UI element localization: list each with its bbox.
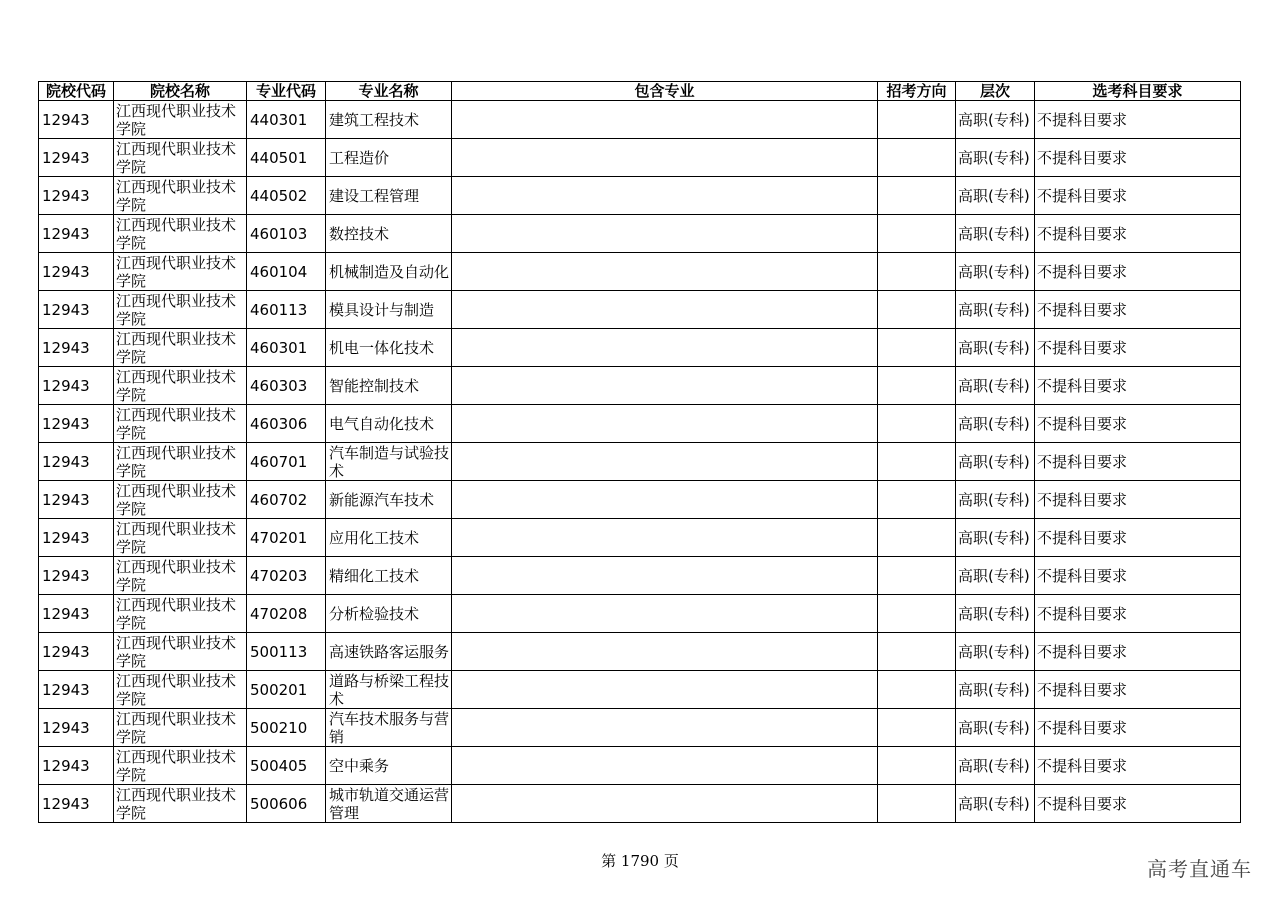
- table-row: [39, 367, 1241, 405]
- header-subject-requirement: 选考科目要求: [1035, 82, 1241, 101]
- cell-direction: [878, 367, 956, 405]
- cell-major-name: 汽车制造与试验技术: [326, 443, 452, 481]
- cell-level: 高职(专科): [956, 671, 1035, 709]
- cell-school-code: 12943: [39, 671, 114, 709]
- header-school-code: 院校代码: [39, 82, 114, 101]
- table-row: [39, 785, 1241, 823]
- cell-school-name: 江西现代职业技术学院: [114, 633, 247, 671]
- cell-subject-requirement: 不提科目要求: [1035, 557, 1241, 595]
- table-row: [39, 405, 1241, 443]
- table-row: [39, 633, 1241, 671]
- cell-included-majors: [452, 709, 878, 747]
- table-row: [39, 215, 1241, 253]
- cell-included-majors: [452, 101, 878, 139]
- cell-major-code: 500405: [247, 747, 326, 785]
- cell-school-name: 江西现代职业技术学院: [114, 443, 247, 481]
- cell-included-majors: [452, 519, 878, 557]
- cell-direction: [878, 557, 956, 595]
- cell-school-name: 江西现代职业技术学院: [114, 747, 247, 785]
- cell-major-name: 机电一体化技术: [326, 329, 452, 367]
- cell-school-code: 12943: [39, 101, 114, 139]
- table-row: [39, 519, 1241, 557]
- cell-major-code: 460702: [247, 481, 326, 519]
- cell-included-majors: [452, 329, 878, 367]
- cell-major-code: 470201: [247, 519, 326, 557]
- cell-included-majors: [452, 291, 878, 329]
- header-direction: 招考方向: [878, 82, 956, 101]
- cell-school-code: 12943: [39, 595, 114, 633]
- cell-level: 高职(专科): [956, 405, 1035, 443]
- cell-school-name: 江西现代职业技术学院: [114, 481, 247, 519]
- cell-school-code: 12943: [39, 709, 114, 747]
- cell-school-code: 12943: [39, 405, 114, 443]
- cell-major-name: 数控技术: [326, 215, 452, 253]
- watermark: 高考直通车: [1147, 857, 1252, 881]
- cell-major-code: 460301: [247, 329, 326, 367]
- cell-major-name: 新能源汽车技术: [326, 481, 452, 519]
- cell-included-majors: [452, 253, 878, 291]
- header-school-name: 院校名称: [114, 82, 247, 101]
- table-body: [39, 101, 1241, 823]
- cell-school-code: 12943: [39, 367, 114, 405]
- cell-level: 高职(专科): [956, 177, 1035, 215]
- cell-major-code: 500201: [247, 671, 326, 709]
- cell-included-majors: [452, 633, 878, 671]
- cell-direction: [878, 139, 956, 177]
- table-row: [39, 443, 1241, 481]
- cell-direction: [878, 405, 956, 443]
- cell-major-code: 440301: [247, 101, 326, 139]
- cell-school-code: 12943: [39, 785, 114, 823]
- cell-included-majors: [452, 177, 878, 215]
- table-row: [39, 253, 1241, 291]
- cell-subject-requirement: 不提科目要求: [1035, 215, 1241, 253]
- table-row: [39, 291, 1241, 329]
- cell-major-code: 460701: [247, 443, 326, 481]
- cell-major-name: 建筑工程技术: [326, 101, 452, 139]
- cell-direction: [878, 101, 956, 139]
- cell-level: 高职(专科): [956, 557, 1035, 595]
- cell-major-name: 工程造价: [326, 139, 452, 177]
- cell-school-name: 江西现代职业技术学院: [114, 177, 247, 215]
- header-level: 层次: [956, 82, 1035, 101]
- cell-major-name: 分析检验技术: [326, 595, 452, 633]
- cell-school-name: 江西现代职业技术学院: [114, 101, 247, 139]
- cell-subject-requirement: 不提科目要求: [1035, 443, 1241, 481]
- cell-school-name: 江西现代职业技术学院: [114, 329, 247, 367]
- table-row: [39, 595, 1241, 633]
- cell-subject-requirement: 不提科目要求: [1035, 481, 1241, 519]
- cell-major-code: 440501: [247, 139, 326, 177]
- cell-major-name: 电气自动化技术: [326, 405, 452, 443]
- cell-school-code: 12943: [39, 139, 114, 177]
- cell-school-code: 12943: [39, 215, 114, 253]
- table-row: [39, 709, 1241, 747]
- cell-major-name: 道路与桥梁工程技术: [326, 671, 452, 709]
- cell-school-code: 12943: [39, 481, 114, 519]
- cell-subject-requirement: 不提科目要求: [1035, 709, 1241, 747]
- cell-direction: [878, 671, 956, 709]
- cell-included-majors: [452, 595, 878, 633]
- cell-included-majors: [452, 785, 878, 823]
- cell-subject-requirement: 不提科目要求: [1035, 177, 1241, 215]
- cell-subject-requirement: 不提科目要求: [1035, 139, 1241, 177]
- cell-school-code: 12943: [39, 519, 114, 557]
- header-major-name: 专业名称: [326, 82, 452, 101]
- cell-major-code: 440502: [247, 177, 326, 215]
- table-row: [39, 481, 1241, 519]
- cell-major-name: 机械制造及自动化: [326, 253, 452, 291]
- cell-subject-requirement: 不提科目要求: [1035, 671, 1241, 709]
- cell-major-name: 城市轨道交通运营管理: [326, 785, 452, 823]
- cell-subject-requirement: 不提科目要求: [1035, 367, 1241, 405]
- cell-included-majors: [452, 215, 878, 253]
- admissions-table: [38, 81, 1241, 823]
- cell-direction: [878, 443, 956, 481]
- cell-level: 高职(专科): [956, 101, 1035, 139]
- cell-school-name: 江西现代职业技术学院: [114, 709, 247, 747]
- cell-included-majors: [452, 367, 878, 405]
- cell-included-majors: [452, 139, 878, 177]
- table-row: [39, 177, 1241, 215]
- cell-level: 高职(专科): [956, 139, 1035, 177]
- cell-school-name: 江西现代职业技术学院: [114, 519, 247, 557]
- cell-direction: [878, 481, 956, 519]
- cell-level: 高职(专科): [956, 443, 1035, 481]
- cell-major-code: 460103: [247, 215, 326, 253]
- cell-school-name: 江西现代职业技术学院: [114, 557, 247, 595]
- cell-subject-requirement: 不提科目要求: [1035, 519, 1241, 557]
- table-row: [39, 101, 1241, 139]
- cell-school-name: 江西现代职业技术学院: [114, 291, 247, 329]
- cell-major-name: 建设工程管理: [326, 177, 452, 215]
- cell-subject-requirement: 不提科目要求: [1035, 101, 1241, 139]
- table-row: [39, 747, 1241, 785]
- table-row: [39, 139, 1241, 177]
- cell-school-code: 12943: [39, 557, 114, 595]
- cell-level: 高职(专科): [956, 367, 1035, 405]
- cell-included-majors: [452, 671, 878, 709]
- cell-level: 高职(专科): [956, 709, 1035, 747]
- cell-major-name: 应用化工技术: [326, 519, 452, 557]
- table-row: [39, 557, 1241, 595]
- cell-major-name: 高速铁路客运服务: [326, 633, 452, 671]
- cell-included-majors: [452, 405, 878, 443]
- cell-school-code: 12943: [39, 443, 114, 481]
- cell-subject-requirement: 不提科目要求: [1035, 633, 1241, 671]
- cell-included-majors: [452, 443, 878, 481]
- cell-school-name: 江西现代职业技术学院: [114, 405, 247, 443]
- cell-school-name: 江西现代职业技术学院: [114, 215, 247, 253]
- cell-level: 高职(专科): [956, 291, 1035, 329]
- cell-subject-requirement: 不提科目要求: [1035, 291, 1241, 329]
- cell-level: 高职(专科): [956, 253, 1035, 291]
- table-row: [39, 329, 1241, 367]
- cell-major-code: 470203: [247, 557, 326, 595]
- table-row: [39, 671, 1241, 709]
- cell-school-code: 12943: [39, 291, 114, 329]
- cell-school-name: 江西现代职业技术学院: [114, 785, 247, 823]
- cell-subject-requirement: 不提科目要求: [1035, 595, 1241, 633]
- cell-school-name: 江西现代职业技术学院: [114, 253, 247, 291]
- cell-major-code: 500606: [247, 785, 326, 823]
- cell-school-code: 12943: [39, 329, 114, 367]
- cell-school-code: 12943: [39, 177, 114, 215]
- cell-level: 高职(专科): [956, 785, 1035, 823]
- cell-school-code: 12943: [39, 633, 114, 671]
- cell-included-majors: [452, 481, 878, 519]
- cell-direction: [878, 633, 956, 671]
- table-header: [39, 82, 1241, 101]
- cell-direction: [878, 747, 956, 785]
- cell-major-code: 460306: [247, 405, 326, 443]
- cell-level: 高职(专科): [956, 215, 1035, 253]
- cell-major-code: 500113: [247, 633, 326, 671]
- cell-direction: [878, 253, 956, 291]
- cell-subject-requirement: 不提科目要求: [1035, 785, 1241, 823]
- cell-level: 高职(专科): [956, 481, 1035, 519]
- header-row: [39, 82, 1241, 101]
- cell-subject-requirement: 不提科目要求: [1035, 253, 1241, 291]
- cell-subject-requirement: 不提科目要求: [1035, 329, 1241, 367]
- cell-direction: [878, 709, 956, 747]
- cell-school-code: 12943: [39, 253, 114, 291]
- cell-major-name: 模具设计与制造: [326, 291, 452, 329]
- header-included-majors: 包含专业: [452, 82, 878, 101]
- cell-level: 高职(专科): [956, 595, 1035, 633]
- cell-school-code: 12943: [39, 747, 114, 785]
- cell-included-majors: [452, 747, 878, 785]
- cell-major-code: 470208: [247, 595, 326, 633]
- cell-major-name: 智能控制技术: [326, 367, 452, 405]
- cell-level: 高职(专科): [956, 329, 1035, 367]
- cell-subject-requirement: 不提科目要求: [1035, 747, 1241, 785]
- header-major-code: 专业代码: [247, 82, 326, 101]
- cell-direction: [878, 291, 956, 329]
- cell-school-name: 江西现代职业技术学院: [114, 367, 247, 405]
- cell-major-name: 汽车技术服务与营销: [326, 709, 452, 747]
- cell-direction: [878, 595, 956, 633]
- cell-included-majors: [452, 557, 878, 595]
- cell-major-code: 460113: [247, 291, 326, 329]
- cell-direction: [878, 215, 956, 253]
- cell-school-name: 江西现代职业技术学院: [114, 139, 247, 177]
- cell-major-name: 精细化工技术: [326, 557, 452, 595]
- cell-major-name: 空中乘务: [326, 747, 452, 785]
- cell-subject-requirement: 不提科目要求: [1035, 405, 1241, 443]
- cell-level: 高职(专科): [956, 633, 1035, 671]
- cell-major-code: 460104: [247, 253, 326, 291]
- cell-direction: [878, 329, 956, 367]
- cell-school-name: 江西现代职业技术学院: [114, 595, 247, 633]
- cell-major-code: 460303: [247, 367, 326, 405]
- cell-school-name: 江西现代职业技术学院: [114, 671, 247, 709]
- cell-direction: [878, 177, 956, 215]
- page-number: 第 1790 页: [601, 852, 679, 870]
- cell-major-code: 500210: [247, 709, 326, 747]
- cell-level: 高职(专科): [956, 747, 1035, 785]
- cell-direction: [878, 519, 956, 557]
- cell-direction: [878, 785, 956, 823]
- cell-level: 高职(专科): [956, 519, 1035, 557]
